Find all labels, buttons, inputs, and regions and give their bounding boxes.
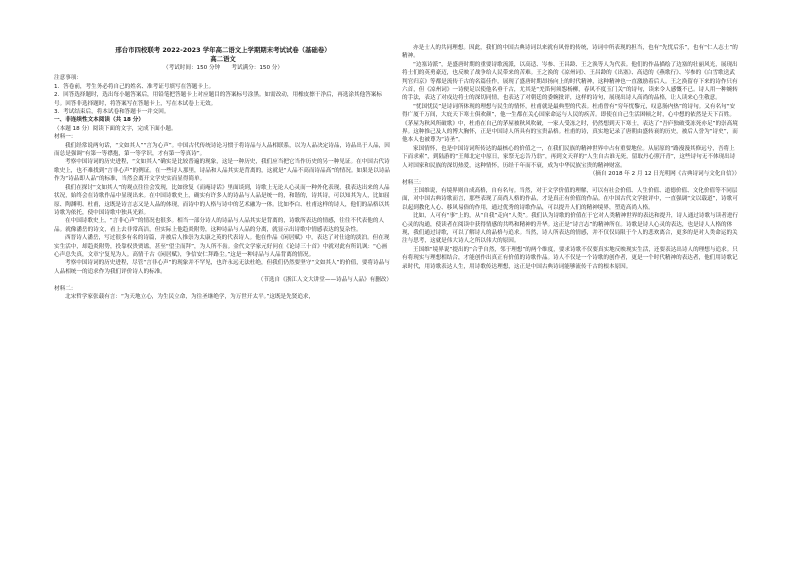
paragraph: 考察中国诗词的历史进程，“文如其人”确实是比较普遍的现象，这是一种历史，我们应当把它当作历史的另一种见证。在中国古代诗歌史上，也不难找到“言非心声”的例证。在一些诗人那里，诗品和人品其实是背离的，这就是“人品不高而诗品高”的情况。如果是以诗品作为“诗品即人品”的标准，当然会离开文学史实而显得简单。 — [54, 159, 391, 183]
right-column — [402, 0, 740, 562]
note-item: 3．考试结束后，将本试卷和答题卡一并交回。 — [54, 109, 170, 116]
paragraph: 考察中国诗词的历史进程，尽管“言非心声”的现象并不罕见，也许永远无法杜绝，但我们仍然要坚守“文如其人”的价值，要将诗品与人品相统一的追求作为我们评价诗人的标准。 — [54, 260, 390, 275]
exam-meta: （考试时间：150 分钟 考试满分：150 分） — [162, 65, 283, 71]
paragraph: 我们在探讨“文如其人”的观点往往会发现，比如徐复《而庵诗话》里面谈到，诗歌上无论人心灵而一种外化表现，我表达出来的人品状况，始终会在诗歌作品中显现出来。在中国诗歌史上，确实有许多人的诗品与人品是统一的，和谐的，诗其诗，可以知其为人，比如屈原、陶渊明、杜甫，这既是诗言志又是人品的体现，而诗中的人格与诗中的艺术融为一体。比如李白、杜甫这样的诗人，他们的品格以其诗歌为依托，使中国诗歌中独具光彩。 — [54, 184, 390, 216]
material-label: 材料三： — [402, 179, 425, 186]
section-1 — [54, 116, 392, 301]
paragraph: 在中国诗歌史上，“言非心声”的情况也很多。相当一部分诗人的诗品与人品其实是背离的，诗歌所表达的情感，往往不代表他的人品。就像潘岳的诗文，看上去非常高洁，但实际上他趋炎附势，这种诗品与人品的分离，就显示出诗歌中情感表达的复杂性。 — [54, 218, 385, 233]
section-intro: （本题 18 分）阅读下面的文字，完成下面小题。 — [54, 125, 177, 132]
paragraph: 比如，人可有“事”上的，从“自我”走向“人类”。我们认为诗歌的价值在于它对人类精神世界的表达和提升，诗人通过诗歌与读者进行心灵的沟通，使读者在阅读中获得情感的共鸣和精神的升华。这正是“诗言志”的精神所在。诗歌是诗人心灵的表达，也是诗人人格的体现，我们通过诗歌，可以了解诗人的品格与追求。当然，诗人所表达的情感，并不仅仅局限于个人的悲欢离合，更多的是对人类命运的关注与思考，这就是伟大诗人之所以伟大的原因。 — [402, 213, 739, 245]
paragraph: 亦是士人的共同理想。因此，我们的中国古典诗词以来就有风骨的传统，诗词中所表现的担当，也有“先忧后乐”，也有“仁人志士”的精神。 — [402, 45, 738, 60]
source-citation: （摘自 2018 年 2 月 12 日光明网《古典诗词与文化自信》） — [589, 171, 740, 178]
paragraph: 王国维“境界说”提出的“合乎自然，邻于理想”的两个维度，要求诗歌不仅要真实地反映现实生活，还要表达出诗人的理想与追求。只有将现实与理想相结合，才能创作出真正有价值的诗歌作品。诗人不仅是一个诗歌的创作者，更是一个时代精神的表达者，他们用诗歌记录时代，用诗歌表达人生，用诗歌传达理想，这正是中国古典诗词能够流传千古的根本原因。 — [402, 246, 738, 270]
notes-block — [54, 74, 392, 116]
paragraph: 王国维说，有境界则自成高格，自有名句。当然，对于文学价值的理解，可以有社会价值、人生价值、道德价值、文化价值等不同层面，对中国古典诗歌而言，那些表现了高尚人格的作品，才是真正有价值的作品。在中国古代文学批评中，一直强调“文以载道”，诗歌可以起到教化人心、移风易俗的作用，通过优秀的诗歌作品，可以提升人们的精神境界，塑造高尚人格。 — [402, 187, 738, 211]
material-label: 材料一： — [54, 134, 77, 141]
exam-title: 邢台市四校联考 2022-2023 学年高二语文上学期期末考试试卷（基础卷） — [115, 46, 331, 54]
note-item: 1．答卷前，考生务必将自己的姓名、准考证号填写在答题卡上。 — [54, 83, 215, 90]
paragraph: “边塞诗派”，是盛唐时期的重要诗歌流派，以高适、岑参、王昌龄、王之涣等人为代表。他们的作品描绘了边塞的壮丽风光，展现出将士们的英勇豪迈，也反映了战争给人民带来的苦难。王之涣的《凉州词》、王昌龄的《出塞》、高适的《燕歌行》、岑参的《白雪歌送武判官归京》等都是流传千古的名篇佳作，展现了盛唐时期昂扬向上的时代精神，这种精神也一直激励着后人。王之涣留存下来的诗作只有六首，但《凉州词》一诗便足以使他名垂千古，尤其是“羌笛何须怨杨柳，春风不度玉门关”的诗句，读来令人感慨不已。诗人用一种婉转的手法，表达了对戍边将士的深切同情，也表达了对朝廷的委婉批评，这样的诗句，展现出诗人高尚的品格，让人读来心生敬意。 — [402, 61, 738, 102]
paragraph: 家国情怀，也是中国诗词所传达的最核心的价值之一，在我们民族的精神世界中占有重要地位。从屈原的“路漫漫其修远兮，吾将上下而求索”，到陆游的“王师北定中原日，家祭无忘告乃翁”，再到文天祥的“人生自古谁无死，留取丹心照汗青”，这些诗句无不体现出诗人对国家和民族的深切热爱，这种情怀，历经千年而不衰，成为中华民族宝贵的精神财富。 — [402, 145, 736, 169]
paragraph: “忧国忧民”是诗词所体现的理想与民生的情怀，杜甫就是最典型的代表。杜甫曾有“穷年忧黎元，叹息肠内热”的诗句。又有名句“安得广厦千万间，大庇天下寒士俱欢颜”，他一生都在关心国家命运与人民的疾苦。即使在自己生活困顿之时，心中想的依然是天下百姓。《茅屋为秋风所破歌》中，杜甫在自己的茅屋被秋风吹破，一家人受冻之时，仍然想到天下寒士，表达了“吾庐独破受冻死亦足”的崇高境界。这种推己及人的博大胸怀，正是中国诗人所具有的宝贵品格。杜甫的诗，真实地记录了唐朝由盛转衰的历史，被后人誉为“诗史”，而他本人也被尊为“诗圣”。 — [402, 103, 738, 144]
paragraph: 我们经常说两句话，“文如其人”“言为心声”。中国古代传统诗论习惯于将诗品与人品相联系，以为人品决定诗品，诗品出于人品，因而总是强调“有第一等襟抱，第一等学识，才有第一等真诗”。 — [54, 142, 390, 158]
source-citation: （节选自《浙江人文大讲堂——诗品与人品》有删改） — [257, 277, 392, 284]
exam-subtitle: 高二语文 — [210, 55, 236, 63]
left-column — [54, 0, 392, 562]
notes-label: 注意事项： — [54, 75, 82, 82]
paragraph: 北宋哲学家张载有言：“为天地立心，为生民立命，为往圣继绝学，为万世开太平。”这既是先贤追求， — [65, 293, 315, 300]
paragraph: 西晋诗人潘岳，写过很多有名的诗篇，并被后人推崇为太康之英的代表诗人。他在作品《闲居赋》中，表达了对仕途的淡泊。但在现实生活中，却趋炎附势，投靠权贵贾谧，甚至“望尘而拜”，为人所不齿。金代文学家元好问在《论诗三十首》中就对此有所讥讽：“心画心声总失真，文章宁复见为人。高情千古《闲居赋》，争信安仁拜路尘。”这是一种诗品与人品背离的情况。 — [54, 235, 390, 258]
section-heading: 一、非连续性文本阅读（共 18 分） — [54, 117, 144, 124]
note-item: 2．回答选择题时，选出每小题答案后，用铅笔把答题卡上对应题目的答案标号涂黑。如需改动，用橡皮擦干净后，再选涂其他答案标号。回答非选择题时，将答案写在答题卡上，写在本试卷上无效。 — [54, 92, 382, 107]
material-label: 材料二： — [54, 285, 77, 292]
